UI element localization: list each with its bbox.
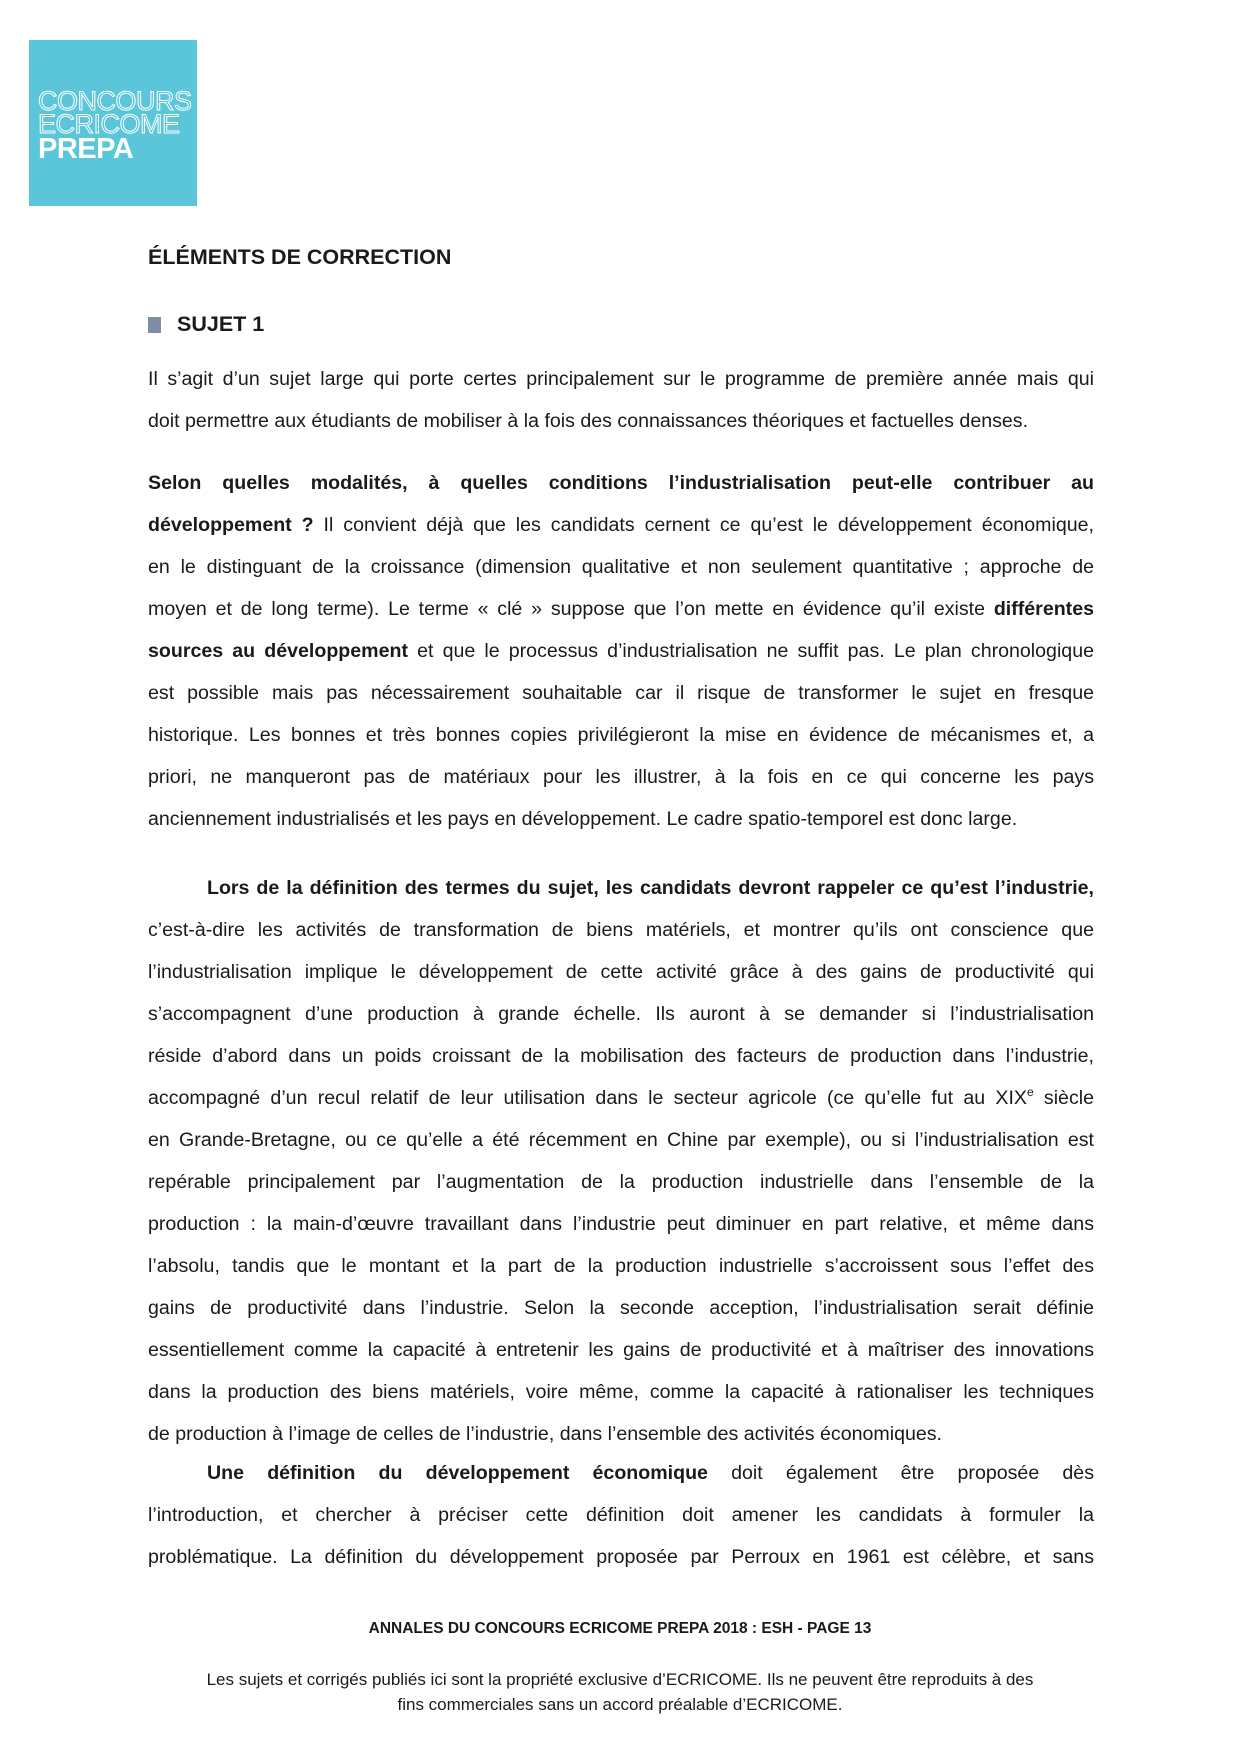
text-line: de production à l’image de celles de l’industrie, dans l’ensemble des activités économiques. [148,1423,942,1445]
footer-note-line: fins commerciales sans un accord préalable d’ECRICOME. [397,1695,843,1714]
text-line: réside d’abord dans un poids croissant de la mobilisation des facteurs de production dans l’industrie, [148,1045,1094,1067]
bold-text: sources au développement [148,640,408,662]
superscript: e [1026,1085,1034,1099]
text-line: essentiellement comme la capacité à entretenir les gains de productivité et à maîtriser des innovations [148,1339,1094,1361]
text-line: Il s’agit d’un sujet large qui porte certes principalement sur le programme de première année mais qui [148,368,1094,390]
bold-text: différentes [993,598,1094,620]
text-line: dans la production des biens matériels, voire même, comme la capacité à rationaliser les techniques [148,1381,1094,1403]
text-line: l’absolu, tandis que le montant et la part de la production industrielle s’accroissent sous l’effet des [148,1255,1094,1277]
logo-line-ecricome: ECRICOME [38,109,180,139]
text-line: en le distinguant de la croissance (dimension qualitative et non seulement quantitative ; approche de [148,556,1094,578]
text-span: accompagné d’un recul relatif de leur utilisation dans le secteur agricole (ce qu’elle fut au XIX [148,1087,1027,1109]
text-line [148,630,1094,672]
question-text: développement ? [148,514,314,536]
bold-text: Une définition du développement économique [207,1462,708,1484]
section-title [148,312,264,337]
text-line: c’est-à-dire les activités de transformation de biens matériels, et montrer qu’ils ont conscience que [148,919,1094,941]
text-line: repérable principalement par l’augmentation de la production industrielle dans l’ensemble de la [148,1171,1094,1193]
text-line: problématique. La définition du développement proposée par Perroux en 1961 est célèbre, et sans [148,1546,1094,1568]
text-line: doit permettre aux étudiants de mobiliser à la fois des connaissances théoriques et factuelles denses. [148,410,1029,432]
definition-paragraph [148,867,1094,1455]
text-line: l’introduction, et chercher à préciser cette définition doit amener les candidats à formuler la [148,1504,1094,1526]
question-paragraph [148,462,1094,840]
section-title-text: SUJET 1 [177,312,265,336]
text-line: historique. Les bonnes et très bonnes copies privilégieront la mise en évidence de mécanismes et, a [148,724,1094,746]
text-span: Il convient déjà que les candidats cernent ce qu’est le développement économique, [313,514,1094,536]
text-span: doit également être proposée dès [707,1462,1094,1484]
intro-paragraph [148,358,1094,442]
footer-note-line: Les sujets et corrigés publiés ici sont la propriété exclusive d’ECRICOME. Ils ne peuvent être reproduits à des [206,1670,1034,1689]
ecricome-logo [29,40,197,206]
footer-title: ANNALES DU CONCOURS ECRICOME PREPA 2018 : ESH - PAGE 13 [368,1620,872,1637]
page-heading: ÉLÉMENTS DE CORRECTION [148,245,452,269]
text-line: production : la main-d’œuvre travaillant dans l’industrie peut diminuer en part relative, et même dans [148,1213,1094,1235]
text-line [148,504,1094,546]
text-line [148,462,1094,504]
text-line: est possible mais pas nécessairement souhaitable car il risque de transformer le sujet en fresque [148,682,1094,704]
text-line [148,588,1094,630]
text-line: priori, ne manqueront pas de matériaux pour les illustrer, à la fois en ce qui concerne les pays [148,766,1094,788]
text-span: et que le processus d’industrialisation ne suffit pas. Le plan chronologique [407,640,1094,662]
text-line [148,1452,1094,1494]
text-span: siècle [1033,1087,1094,1109]
text-line: s’accompagnent d’une production à grande échelle. Ils auront à se demander si l’industrialisation [148,1003,1094,1025]
square-bullet-icon [148,317,161,333]
text-line [148,867,1094,909]
bold-text: Lors de la définition des termes du sujet, les candidats devront rappeler ce qu’est l’industrie, [207,877,1094,899]
text-line [148,1077,1094,1119]
text-span: moyen et de long terme). Le terme « clé » suppose que l’on mette en évidence qu’il existe [148,598,994,620]
question-text: Selon quelles modalités, à quelles conditions l’industrialisation peut-elle contribuer au [148,472,1094,494]
footer-note [140,1667,1100,1717]
logo-line-prepa: PREPA [38,133,134,165]
logo-line-concours: CONCOURS [38,86,192,116]
development-paragraph [148,1452,1094,1578]
text-line: en Grande-Bretagne, ou ce qu’elle a été récemment en Chine par exemple), ou si l’industrialisation est [148,1129,1094,1151]
text-line: l’industrialisation implique le développement de cette activité grâce à des gains de productivité qui [148,961,1094,983]
text-line: gains de productivité dans l’industrie. Selon la seconde acception, l’industrialisation serait définie [148,1297,1094,1319]
text-line: anciennement industrialisés et les pays en développement. Le cadre spatio-temporel est donc large. [148,808,1018,830]
